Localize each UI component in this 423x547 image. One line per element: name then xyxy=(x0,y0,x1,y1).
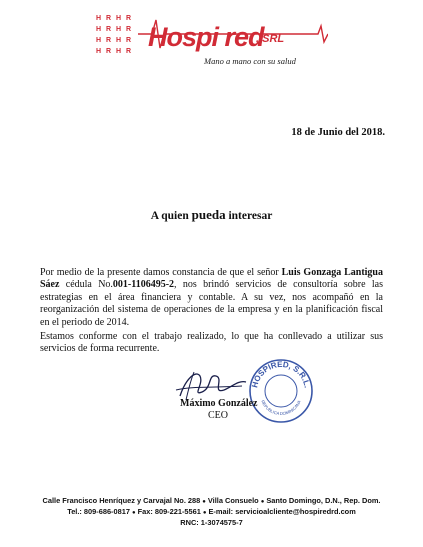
salutation-post: interesar xyxy=(225,210,273,222)
salutation-pre: A quien xyxy=(150,210,192,222)
logo-letter: H xyxy=(96,37,102,44)
logo-letter: R xyxy=(126,26,132,33)
bullet-icon: ● xyxy=(131,510,136,516)
stamp-top-text: HOSPIRED, S.R.L. xyxy=(250,359,312,389)
footer-address-line xyxy=(0,496,423,507)
footer-city: Santo Domingo, D.N., Rep. Dom. xyxy=(266,496,381,505)
letter-date: 18 de Junio del 2018. xyxy=(291,127,385,138)
logo-letter: H xyxy=(96,15,102,22)
letterhead-footer xyxy=(0,496,423,528)
brand-tagline: Mano a mano con su salud xyxy=(204,56,296,66)
p1-text-a: Por medio de la presente damos constancia de que el señor xyxy=(40,267,282,278)
brand-name: Hospi red xyxy=(148,22,264,52)
bullet-icon: ● xyxy=(202,499,206,505)
logo-letter: H xyxy=(116,15,122,22)
p1-consultant-name: Luis Gonzaga Lantigua Sáez xyxy=(40,267,383,291)
signer-name: Máximo González xyxy=(180,398,258,409)
footer-rnc: RNC: 1-3074575-7 xyxy=(180,518,243,527)
bullet-icon: ● xyxy=(202,510,207,516)
bullet-icon: ● xyxy=(260,499,265,505)
logo-letter: R xyxy=(126,37,132,44)
salutation-big: pueda xyxy=(191,207,226,222)
logo-letter-grid xyxy=(93,10,137,60)
logo-letter: R xyxy=(106,15,112,22)
p1-id-number: 001-1106495-2 xyxy=(112,279,175,291)
signer-role: CEO xyxy=(208,410,228,421)
footer-fax: Fax: 809-221-5561 xyxy=(137,507,201,516)
company-stamp-icon xyxy=(248,358,314,424)
footer-contact-line xyxy=(0,507,423,518)
svg-text:REPUBLICA DOMINICANA xyxy=(260,399,302,416)
salutation xyxy=(0,207,423,223)
body-paragraph-2: Estamos conforme con el trabajo realizado, lo que ha conllevado a utilizar sus servicios de forma recurrente. xyxy=(40,331,383,355)
logo-letter: H xyxy=(96,26,102,33)
svg-text:HOSPIRED, S.R.L. xyxy=(250,360,312,389)
logo-letter: R xyxy=(106,37,112,44)
footer-phone: Tel.: 809-686-0817 xyxy=(67,507,130,516)
logo-letter: R xyxy=(106,48,112,55)
logo-letter: R xyxy=(126,48,132,55)
logo-letter: H xyxy=(116,26,122,33)
footer-neighborhood: Villa Consuelo xyxy=(207,496,259,505)
logo-letter: R xyxy=(126,15,132,22)
footer-email: E-mail: servicioalcliente@hospiredrd.com xyxy=(208,507,356,516)
logo-letter: H xyxy=(96,48,102,55)
footer-street: Calle Francisco Henríquez y Carvajal No. 288 xyxy=(42,496,201,505)
p1-text-b: cédula No. xyxy=(59,279,113,291)
body-paragraph-1 xyxy=(40,267,383,329)
logo-letter: R xyxy=(106,26,112,33)
logo-letter: H xyxy=(116,37,122,44)
logo-letter: H xyxy=(116,48,122,55)
stamp-bottom-text: REPUBLICA DOMINICANA xyxy=(260,399,302,417)
p1-text-c: , nos brindó servicios de consultoría sobre las estrategias en el área financiera y contable. A su vez, nos acompañó en la reorganización del sistema de operaciones de la empresa y en la planificación fiscal en el periodo de 2014. xyxy=(40,279,383,328)
brand-suffix: , SRL xyxy=(256,33,285,45)
